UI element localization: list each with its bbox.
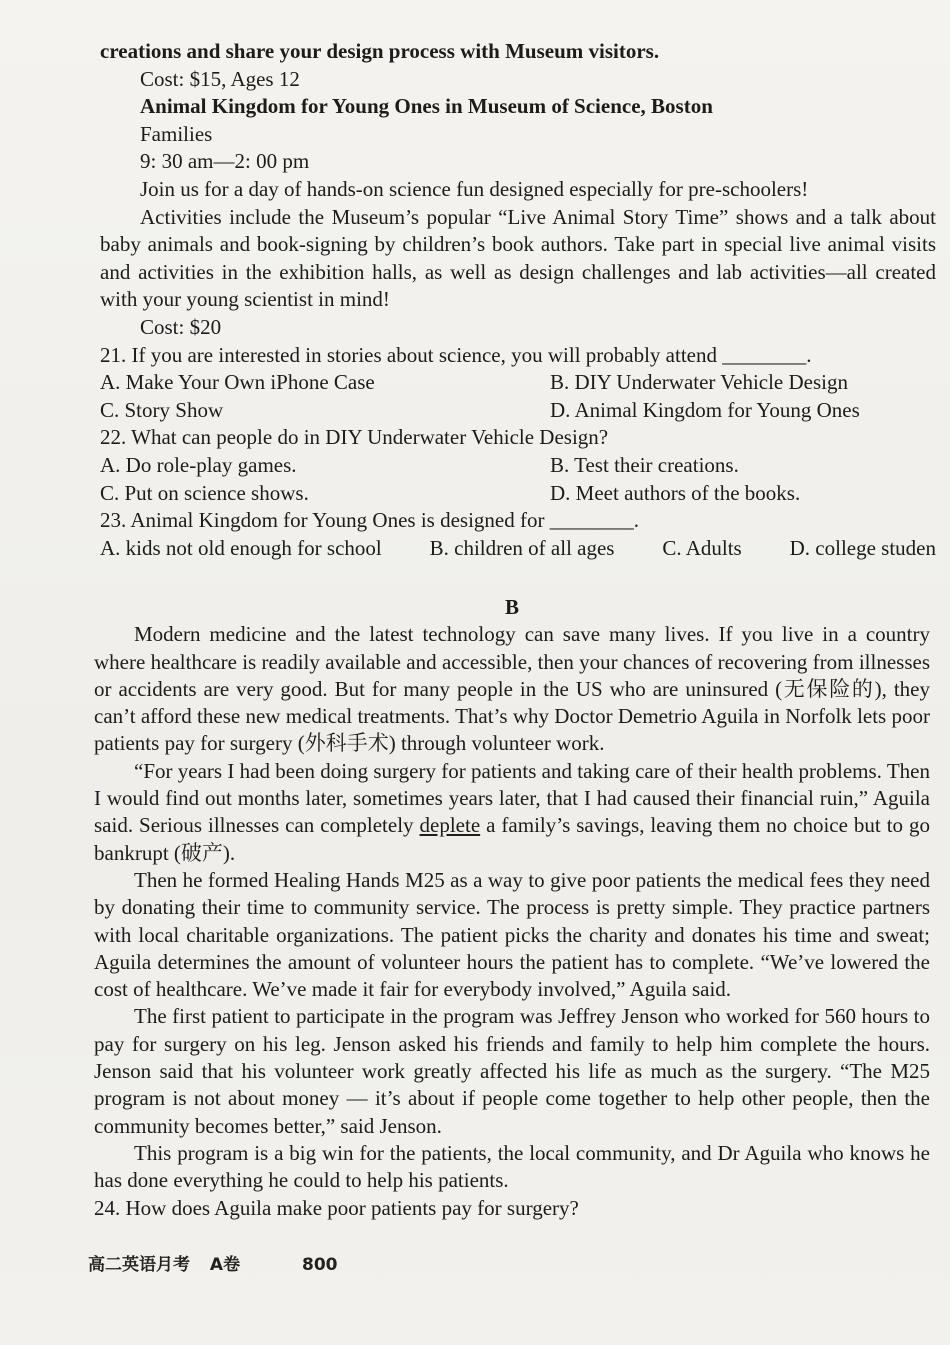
option-a: A. Do role-play games. xyxy=(100,452,297,477)
question-stem: 21. If you are interested in stories about science, you will probably attend xyxy=(100,342,717,367)
option-b: B. children of all ages xyxy=(429,535,615,560)
event-audience: Families xyxy=(140,121,213,146)
event-activities: Activities include the Museum’s popular “Live Animal Story Time” shows and a talk about baby animals and book-signing by children’s book authors. Take part in special live animal visits and activities in the exhibition halls, as well as design challenges and lab activities—all created with your young scientist in mind! xyxy=(100,204,936,312)
question-stem: 22. What can people do in DIY Underwater Vehicle Design? xyxy=(100,425,609,450)
section-b-heading: B xyxy=(504,595,519,619)
option-b: B. DIY Underwater Vehicle Design xyxy=(550,370,848,395)
passage-paragraph-1: Modern medicine and the latest technology can save many lives. If you live in a country where healthcare is readily available and accessible, then your chances of recovering from illnesses or accidents are very good. But for many people in the US who are uninsured (无保险的), they can’t afford these new medical treatments. That’s why Doctor Demetrio Aguila in Norfolk lets poor patients pay for surgery (外科手术) through volunteer work. xyxy=(94,622,930,756)
passage-paragraph-4: The first patient to participate in the program was Jeffrey Jenson who worked for 560 hours to pay for surgery on his leg. Jenson asked his friends and family to help him complete the hours. Jenson said that his volunteer work greatly affected his life as much as the surgery. “The M25 program is not about money — it’s about if people come together to help other people, then the community becomes better,” said Jenson. xyxy=(94,1004,930,1138)
question-23 xyxy=(100,507,936,562)
option-d: D. college studen xyxy=(789,535,936,560)
event-title: Animal Kingdom for Young Ones in Museum of Science, Boston xyxy=(140,94,713,119)
passage-paragraph-2: “For years I had been doing surgery for patients and taking care of their health problems. Then I would find out months later, sometimes years later, that I had caused their financial ruin,” Aguila said. Serious illnesses can completely deplete a family’s savings, leaving them no choice but to go bankrupt (破产). xyxy=(94,758,931,865)
option-c: C. Story Show xyxy=(100,397,224,422)
option-c: C. Put on science shows. xyxy=(100,480,309,505)
event-time: 9: 30 am—2: 00 pm xyxy=(140,149,310,174)
underlined-word: deplete xyxy=(419,813,481,838)
passage-paragraph-5: This program is a big win for the patients, the local community, and Dr Aguila who knows he has done everything he could to help his patients. xyxy=(94,1140,930,1193)
question-21 xyxy=(100,342,936,425)
option-d: D. Animal Kingdom for Young Ones xyxy=(550,397,860,422)
paper-label: A卷 xyxy=(209,1255,241,1275)
page-number: 800 xyxy=(302,1255,338,1275)
cost-line-1: Cost: $15, Ages 12 xyxy=(140,66,300,91)
event-intro: Join us for a day of hands-on science fun designed especially for pre-schoolers! xyxy=(140,176,809,201)
exam-name: 高二英语月考 xyxy=(88,1255,190,1275)
passage-paragraph-3: Then he formed Healing Hands M25 as a way to give poor patients the medical fees they need by donating their time to community service. The process is pretty simple. They practice partners with local charitable organizations. The patient picks the charity and donates his time and sweat; Aguila determines the amount of volunteer hours the patient has to complete. “We’ve lowered the cost of healthcare. We’ve made it fair for everybody involved,” Aguila said. xyxy=(94,867,930,1002)
option-c: C. Adults xyxy=(662,535,742,560)
section-b xyxy=(94,594,930,1222)
option-d: D. Meet authors of the books. xyxy=(550,480,801,505)
line-top: creations and share your design process with Museum visitors. xyxy=(100,39,660,63)
section-a xyxy=(100,38,936,562)
question-24: 24. How does Aguila make poor patients pay for surgery? xyxy=(94,1195,579,1220)
option-a: A. Make Your Own iPhone Case xyxy=(100,370,375,395)
option-b: B. Test their creations. xyxy=(550,452,739,477)
stem-end: . xyxy=(806,342,812,367)
cost-line-2: Cost: $20 xyxy=(140,314,222,339)
answer-blank: ________ xyxy=(722,342,807,367)
answer-blank: ________ xyxy=(549,508,634,533)
page-footer xyxy=(88,1250,352,1275)
question-stem: 23. Animal Kingdom for Young Ones is designed for xyxy=(100,508,545,533)
stem-end: . xyxy=(633,508,639,533)
option-a: A. kids not old enough for school xyxy=(100,535,382,560)
question-22 xyxy=(100,424,936,507)
